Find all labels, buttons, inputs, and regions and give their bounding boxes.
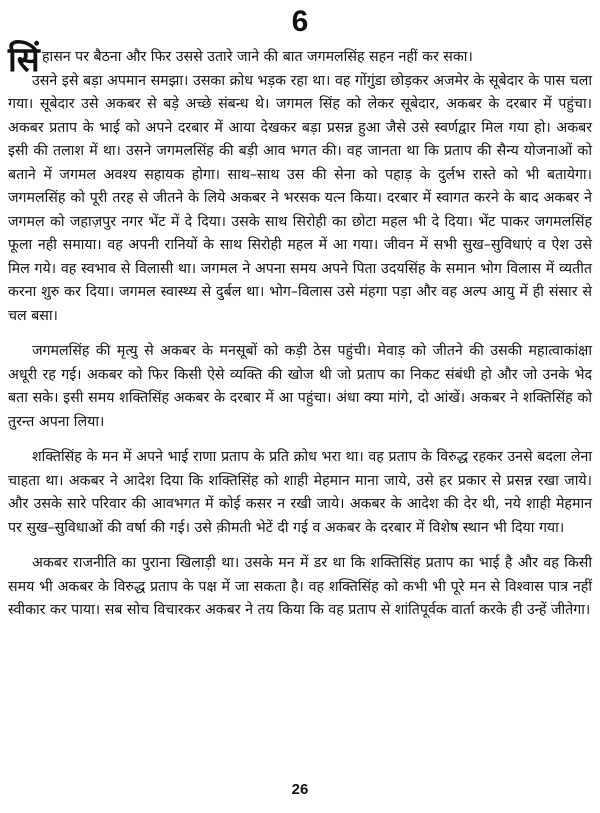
paragraph-3: शक्तिसिंह के मन में अपने भाई राणा प्रताप के प्रति क्रोध भरा था। वह प्रताप के विरुद्ध रहकर उनसे बदला लेना चाहता था। अकबर ने आदेश दिया कि शक्तिसिंह को शाही मेहमान माना जाये, उसे हर प्रकार से प्रसन्न रखा जाये। और उसके सारे परिवार की आवभगत में कोई कसर न रखी जाये। अकबर के आदेश की देर थी, नये शाही मेहमान पर सुख–सुविधाओं की वर्षा की गई। उसे क़ीमती भेटें दी गई व अकबर के दरबार में विशेष स्थान भी दिया गया।	[8, 449, 592, 536]
opening-line	[8, 40, 592, 80]
paragraph-2: जगमलसिंह की मृत्यु से अकबर के मनसूबों को कड़ी ठेस पहुंची। मेवाड़ को जीतने की उसकी महात्वाकांक्षा अधूरी रह गई। अकबर को फिर किसी ऐसे व्यक्ति की खोज थी जो प्रताप का निकट संबंधी हो और जो उनके भेद बता सके। इसी समय शक्तिसिंह अकबर के दरबार में आ पहुंचा। अंधा क्या मांगे, दो आंखें। अकबर ने शक्तिसिंह को तुरन्त अपना लिया।	[8, 343, 592, 430]
paragraph-4: अकबर राजनीति का पुराना खिलाड़ी था। उसके मन में डर था कि शक्तिसिंह प्रताप का भाई है और वह किसी समय भी अकबर के विरुद्ध प्रताप के पक्ष में जा सकता है। वह शक्तिसिंह को कभी भी पूरे मन से विश्वास पात्र नहीं स्वीकार कर पाया। सब सोच विचारकर अकबर ने तय किया कि वह प्रताप से शांतिपूर्वक वार्ता करके ही उन्हें जीतेगा।	[8, 555, 592, 618]
page-number: 26	[291, 781, 309, 798]
paragraph-1	[8, 40, 592, 328]
drop-cap: सिं	[8, 40, 40, 80]
opening-line-text: हासन पर बैठना और फिर उससे उतारे जाने की बात जगमलसिंह सहन नहीं कर सका।	[42, 49, 473, 65]
chapter-body	[8, 40, 592, 623]
chapter-number: 6	[291, 5, 309, 38]
paragraph-1-text: उसने इसे बड़ा अपमान समझा। उसका क्रोध भड़क रहा था। वह गोंगुंडा छोड़कर अजमेर के सूबेदार के पास चला गया। सूबेदार उसे अकबर से बड़े अच्छे संबन्ध थे। जगमल सिंह को लेकर सूबेदार, अकबर के दरबार में पहुंचा। अकबर प्रताप के भाई को अपने दरबार में आया देखकर बड़ा प्रसन्न हुआ जैसे उसे स्वर्णद्वार मिल गया हो। अकबर इसी की तलाश में था। उसने जगमलसिंह की बड़ी आव भगत की। वह जानता था कि प्रताप की सैन्य योजनाओं को बताने में जगमल अवश्य सहायक होगा। साथ–साथ उस की सेना को पहाड़ के दुर्लभ रास्ते को भी बतायेगा। जगमलसिंह को पूरी तरह से जीतने के लिये अकबर ने भरसक यत्न किया। दरबार में स्वागत करने के बाद अकबर ने जगमल को जहाज़पुर नगर भेंट में दे दिया। उसके साथ सिरोही का छोटा महल भी दे दिया। भेंट पाकर जगमलसिंह फूला नही समाया। वह अपनी रानियों के साथ सिरोही महल में आ गया। जीवन में सभी सुख–सुविधाएं व ऐश उसे मिल गये। वह स्वभाव से विलासी था। जगमल ने अपना समय अपने पिता उदयसिंह के समान भोग विलास में व्यतीत करना शुरु कर दिया। जगमल स्वास्थ्य से दुर्बल था। भोग–विलास उसे मंहगा पड़ा और वह अल्प आयु में ही संसार से चल बसा।	[8, 72, 592, 324]
